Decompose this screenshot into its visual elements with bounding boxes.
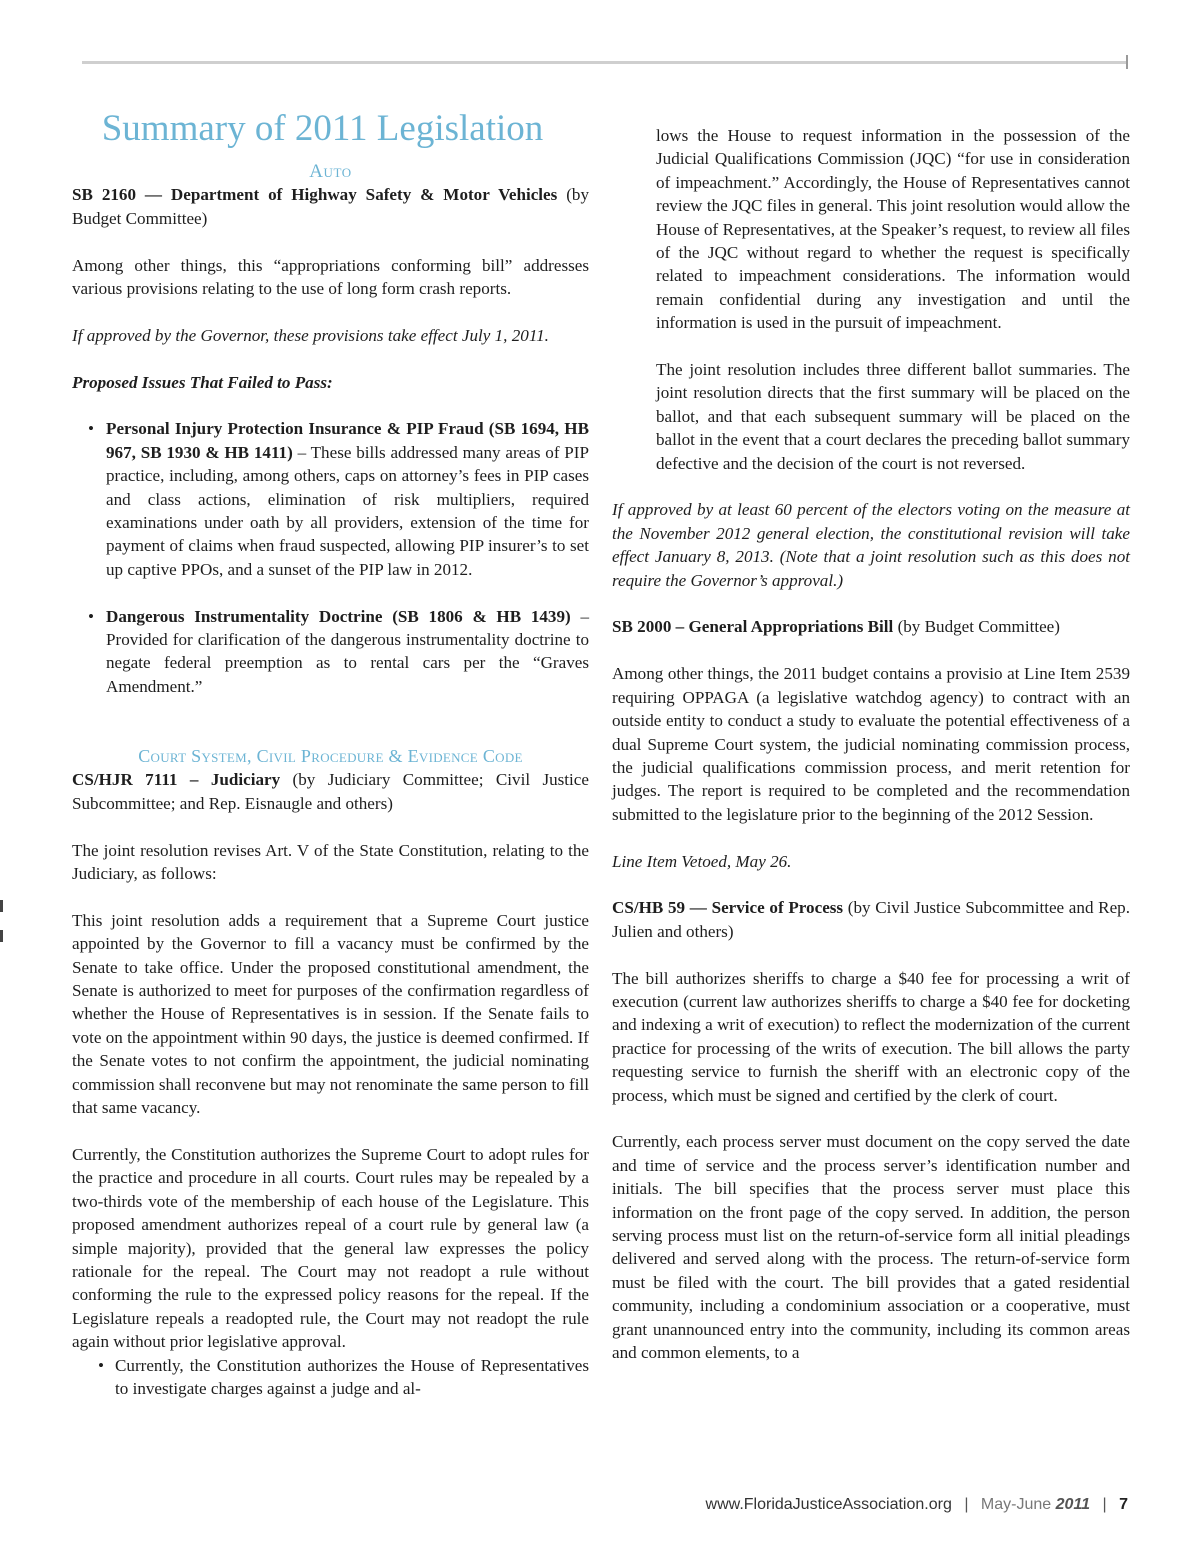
bill-sponsor: (by Budget Committee)	[72, 185, 589, 228]
right-column	[612, 124, 1130, 1364]
bill-hjr7111	[72, 768, 589, 815]
bullet-icon: •	[88, 606, 94, 626]
bill-title: CS/HB 59 — Service of Process	[612, 898, 844, 918]
failed-issues-list	[72, 417, 589, 698]
effective-note: If approved by at least 60 percent of the electors voting on the measure at the November 2012 general election, the constitutional revision will take effect January 8, 2013. (Note that a joint resolution such as this does not require the Governor’s approval.)	[612, 500, 1130, 590]
paragraph: This joint resolution adds a requirement that a Supreme Court justice appointed by the Governor to fill a vacancy must be confirmed by the Senate to take office. Under the proposed constitutional amendment, the Senate is authorized to meet for purposes of the confirmation regardless of whether the House of Representatives is in session. If the Senate fails to vote on the appointment within 90 days, the justice is deemed confirmed. If the Senate votes to not confirm the appointment, the judicial nominating commission shall reconvene but may not renominate the same person to fill that same vacancy.	[72, 910, 589, 1118]
page-title: Summary of 2011 Legislation	[101, 108, 544, 149]
bill-title: CS/HJR 7111 – Judiciary	[72, 770, 281, 790]
continued-bullet-block	[612, 124, 1130, 475]
list-item	[72, 417, 589, 581]
separator: |	[1102, 1496, 1107, 1513]
item-title: Dangerous Instrumentality Doctrine (SB 1806 & HB 1439)	[106, 606, 571, 626]
bill-title: SB 2000 – General Appropriations Bill	[612, 617, 894, 637]
bill-sponsor: (by Civil Justice Subcommittee and Rep. Julien and others)	[612, 898, 1130, 941]
issue-date: May-June	[980, 1496, 1052, 1513]
bullet-icon: •	[98, 1355, 104, 1375]
issue-year: 2011	[1055, 1496, 1091, 1513]
list-item	[72, 605, 589, 699]
left-column	[72, 100, 589, 1400]
bill-hb59	[612, 896, 1130, 943]
paragraph: Among other things, the 2011 budget contains a provisio at Line Item 2539 requiring OPPAGA (a legislative watchdog agency) to contract with an outside entity to conduct a study to evaluate the potential effectiveness of a dual Supreme Court system, the judicial nominating commission process, the judicial qualifications commission process, and merit retention for judges. The report is required to be completed and the recommendation submitted to the legislature prior to the beginning of the 2012 Session.	[612, 664, 1130, 824]
item-text: – Provided for clarification of the dangerous instrumentality doctrine to negate federal preemption as to rental cars per the “Graves Amendment.”	[106, 606, 589, 696]
paragraph: Currently, each process server must document on the copy served the date and time of service and the process server’s identification number and initials. The bill specifies that the process server must place this information on the front page of the copy served. In addition, the person serving process must list on the return-of-service form all initial pleadings delivered and served along with the process. The return-of-service form must be filed with the court. The bill provides that a gated residential community, including a condominium association or a cooperative, must grant unannounced entry into the community, including its common areas and common elements, to a	[612, 1132, 1130, 1362]
section-heading-auto: Auto	[309, 161, 352, 182]
effective-note: If approved by the Governor, these provisions take effect July 1, 2011.	[72, 325, 549, 345]
edge-mark	[0, 900, 3, 912]
paragraph: The joint resolution includes three different ballot summaries. The joint resolution directs that the first summary will be placed on the ballot, and that each subsequent summary will be placed on the ballot in the event that a court declares the preceding ballot summary defective and the decision of the court is not reversed.	[656, 360, 1130, 473]
bill-sb2160	[72, 183, 589, 230]
paragraph: The bill authorizes sheriffs to charge a $40 fee for processing a writ of execution (current law authorizes sheriffs to charge a $40 fee for docketing and indexing a writ of execution) to reflect the modernization of the current practice for processing of the writs of execution. The bill allows the party requesting service to furnish the sheriff with an electronic copy of the process, which must be signed and certified by the clerk of court.	[612, 968, 1130, 1105]
item-title: Personal Injury Protection Insurance & PIP Fraud (SB 1694, HB 967, SB 1930 & HB 1411)	[106, 419, 589, 462]
website-link[interactable]: www.FloridaJusticeAssociation.org	[705, 1496, 952, 1513]
separator: |	[964, 1496, 969, 1513]
page-footer	[706, 1496, 1128, 1514]
edge-mark	[0, 930, 3, 942]
bill-sponsor: (by Judiciary Committee; Civil Justice Subcommittee; and Rep. Eisnaugle and others)	[72, 770, 589, 813]
bill-sb2000	[612, 615, 1130, 638]
bill-title: SB 2160 — Department of Highway Safety & Motor Vehicles	[72, 185, 558, 205]
paragraph: Currently, the Constitution authorizes the Supreme Court to adopt rules for the practice and procedure in all courts. Court rules may be repealed by a two-thirds vote of the membership of each house of the Legislature. This proposed amendment authorizes repeal of a court rule by general law (a simple majority), provided that the general law expresses the policy rationale for the repeal. The Court may not readopt a rule without conforming the rule to the expressed policy reasons for the repeal. If the Legislature repeals a readopted rule, the Court may not readopt the rule again without prior legislative approval.	[72, 1144, 589, 1352]
list-item	[72, 1354, 589, 1401]
paragraph: Among other things, this “appropriations conforming bill” addresses various provisions relating to the use of long form crash reports.	[72, 255, 589, 299]
paragraph: lows the House to request information in the possession of the Judicial Qualifications Commission (JQC) “for use in consideration of impeachment.” Accordingly, the House of Representatives cannot review the JQC files in general. This joint resolution would allow the House of Representatives, at the Speaker’s request, to review all files of the JQC without regard to whether the request is specifically related to impeachment considerations. The information would remain confidential during any investigation and until the information is used in the pursuit of impeachment.	[656, 126, 1130, 333]
failed-issues-heading: Proposed Issues That Failed to Pass:	[72, 372, 333, 392]
bullet-icon: •	[88, 419, 94, 439]
paragraph: The joint resolution revises Art. V of the State Constitution, relating to the Judiciary, as follows:	[72, 840, 589, 884]
item-text: – These bills addressed many areas of PIP practice, including, among others, caps on attorney’s fees in PIP cases and class actions, elimination of risk multipliers, required examinations under oath by all providers, extension of the time for payment of claims when fraud suspected, allowing PIP insurer’s to set up captive PPOs, and a sunset of the PIP law in 2012.	[106, 442, 590, 579]
effective-note: Line Item Vetoed, May 26.	[612, 851, 792, 871]
top-rule	[82, 61, 1128, 64]
item-text: Currently, the Constitution authorizes the House of Representatives to investigate charges against a judge and al-	[115, 1355, 589, 1398]
top-rule-tick	[1126, 55, 1128, 69]
bill-sponsor: (by Budget Committee)	[893, 617, 1060, 637]
section-heading-court: Court System, Civil Procedure & Evidence Code	[138, 746, 523, 767]
page-number: 7	[1119, 1496, 1128, 1513]
